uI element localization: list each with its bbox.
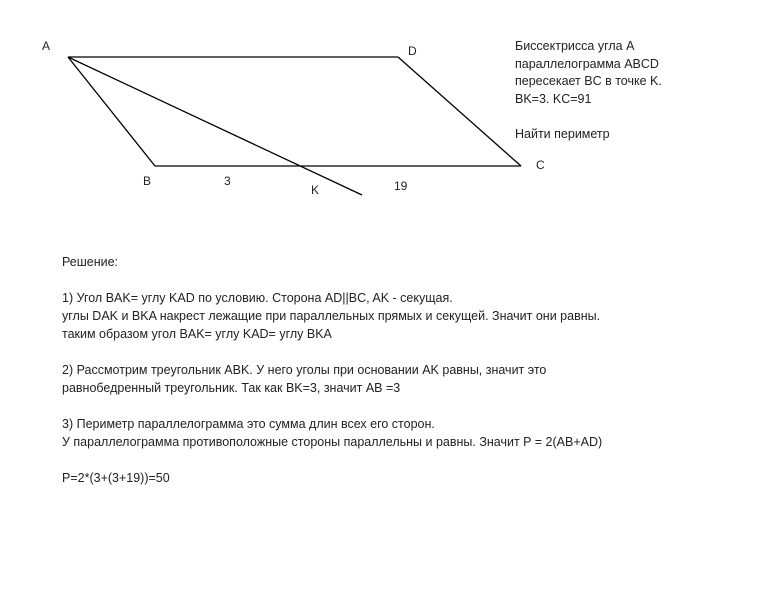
task-line: BK=3. KC=91 bbox=[515, 91, 592, 106]
point-label-k: K bbox=[311, 183, 320, 197]
point-label-c: C bbox=[536, 158, 545, 172]
solution-line: равнобедренный треугольник. Так как BK=3, значит AB =3 bbox=[62, 381, 401, 395]
segment-label-kc: 19 bbox=[394, 179, 408, 193]
solution-line: 1) Угол BAK= углу KAD по условию. Сторона AD||BC, AK - секущая. bbox=[62, 291, 453, 305]
point-label-b: B bbox=[143, 174, 152, 188]
solution-line: У параллелограмма противоположные стороны параллельны и равны. Значит P = 2(AB+AD) bbox=[62, 435, 603, 449]
point-label-d: D bbox=[408, 44, 417, 58]
task-line: пересекает BC в точке K. bbox=[515, 74, 662, 88]
task-question: Найти периметр bbox=[515, 126, 610, 141]
solution-text bbox=[62, 253, 602, 487]
solution-answer: P=2*(3+(3+19))=50 bbox=[62, 471, 170, 485]
point-label-a: A bbox=[42, 39, 51, 53]
segment-label-bk: 3 bbox=[224, 174, 231, 188]
task-line: Биссектрисса угла A bbox=[515, 39, 635, 53]
bisector-ak bbox=[68, 57, 362, 195]
side-ab bbox=[68, 57, 155, 166]
side-dc bbox=[398, 57, 521, 166]
solution-line: 2) Рассмотрим треугольник ABK. У него уголы при основании AK равны, значит это bbox=[62, 363, 547, 377]
task-line: параллелограмма ABCD bbox=[515, 56, 659, 71]
solution-heading: Решение: bbox=[62, 255, 119, 269]
solution-line: углы DAK и BKA накрест лежащие при параллельных прямых и секущей. Значит они равны. bbox=[62, 309, 601, 323]
task-statement bbox=[515, 38, 662, 143]
solution-line: 3) Периметр параллелограмма это сумма длин всех его сторон. bbox=[62, 417, 435, 431]
solution-line: таким образом угол BAK= углу KAD= углу BKA bbox=[62, 327, 332, 341]
